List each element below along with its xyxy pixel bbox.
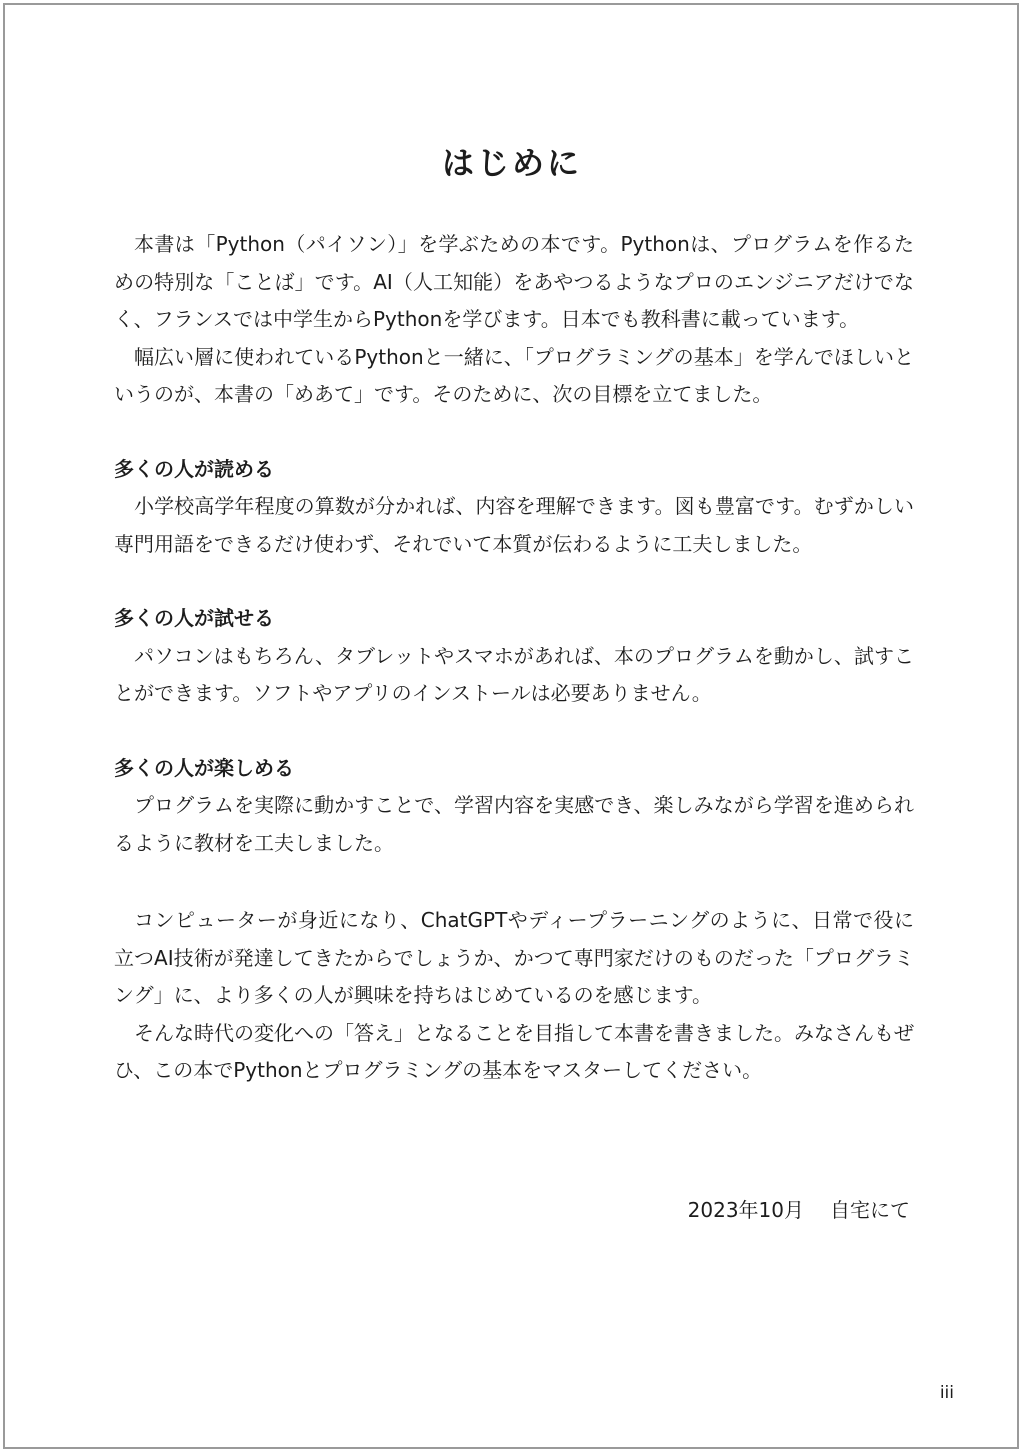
signature-date: 2023年10月 xyxy=(687,1198,804,1222)
spacer xyxy=(114,414,914,451)
section-heading-readable: 多くの人が読める xyxy=(114,456,274,481)
intro-paragraph-2: 幅広い層に使われているPythonと一緒に、「プログラミングの基本」を学んでほしいというのが、本書の「めあて」です。そのために、次の目標を立てました。 xyxy=(114,344,914,406)
section-heading-tryable: 多くの人が試せる xyxy=(114,606,274,630)
section-heading-enjoyable: 多くの人が楽しめる xyxy=(114,755,294,780)
signature xyxy=(688,1192,910,1229)
spacer xyxy=(114,862,914,902)
body-text xyxy=(114,226,914,1090)
page-number: iii xyxy=(939,1383,954,1403)
page-title: はじめに xyxy=(441,144,582,182)
intro-paragraph-1: 本書は「Python（パイソン）」を学ぶための本です。Pythonは、プログラムを作るための特別な「ことば」です。AI（人工知能）をあやつるようなプロのエンジニアだけでなく、フランスでは中学生からPythonを学びます。日本でも教科書に載っています。 xyxy=(114,232,914,331)
section-body-readable: 小学校高学年程度の算数が分かれば、内容を理解できます。図も豊富です。むずかしい専門用語をできるだけ使わず、それでいて本質が伝わるように工夫しました。 xyxy=(114,494,914,556)
spacer xyxy=(114,713,914,750)
spacer xyxy=(114,563,914,600)
closing-paragraph-2: そんな時代の変化への「答え」となることを目指して本書を書きました。みなさんもぜひ、この本でPythonとプログラミングの基本をマスターしてください。 xyxy=(114,1020,914,1082)
section-body-enjoyable: プログラムを実際に動かすことで、学習内容を実感でき、楽しみながら学習を進められるように教材を工夫しました。 xyxy=(114,793,914,855)
signature-place: 自宅にて xyxy=(830,1198,910,1222)
section-body-tryable: パソコンはもちろん、タブレットやスマホがあれば、本のプログラムを動かし、試すことができます。ソフトやアプリのインストールは必要ありません。 xyxy=(114,643,914,705)
closing-paragraph-1: コンピューターが身近になり、ChatGPTやディープラーニングのように、日常で役に立つAI技術が発達してきたからでしょうか、かつて専門家だけのものだった「プログラミング」に、より多くの人が興味を持ちはじめているのを感じます。 xyxy=(114,908,914,1007)
